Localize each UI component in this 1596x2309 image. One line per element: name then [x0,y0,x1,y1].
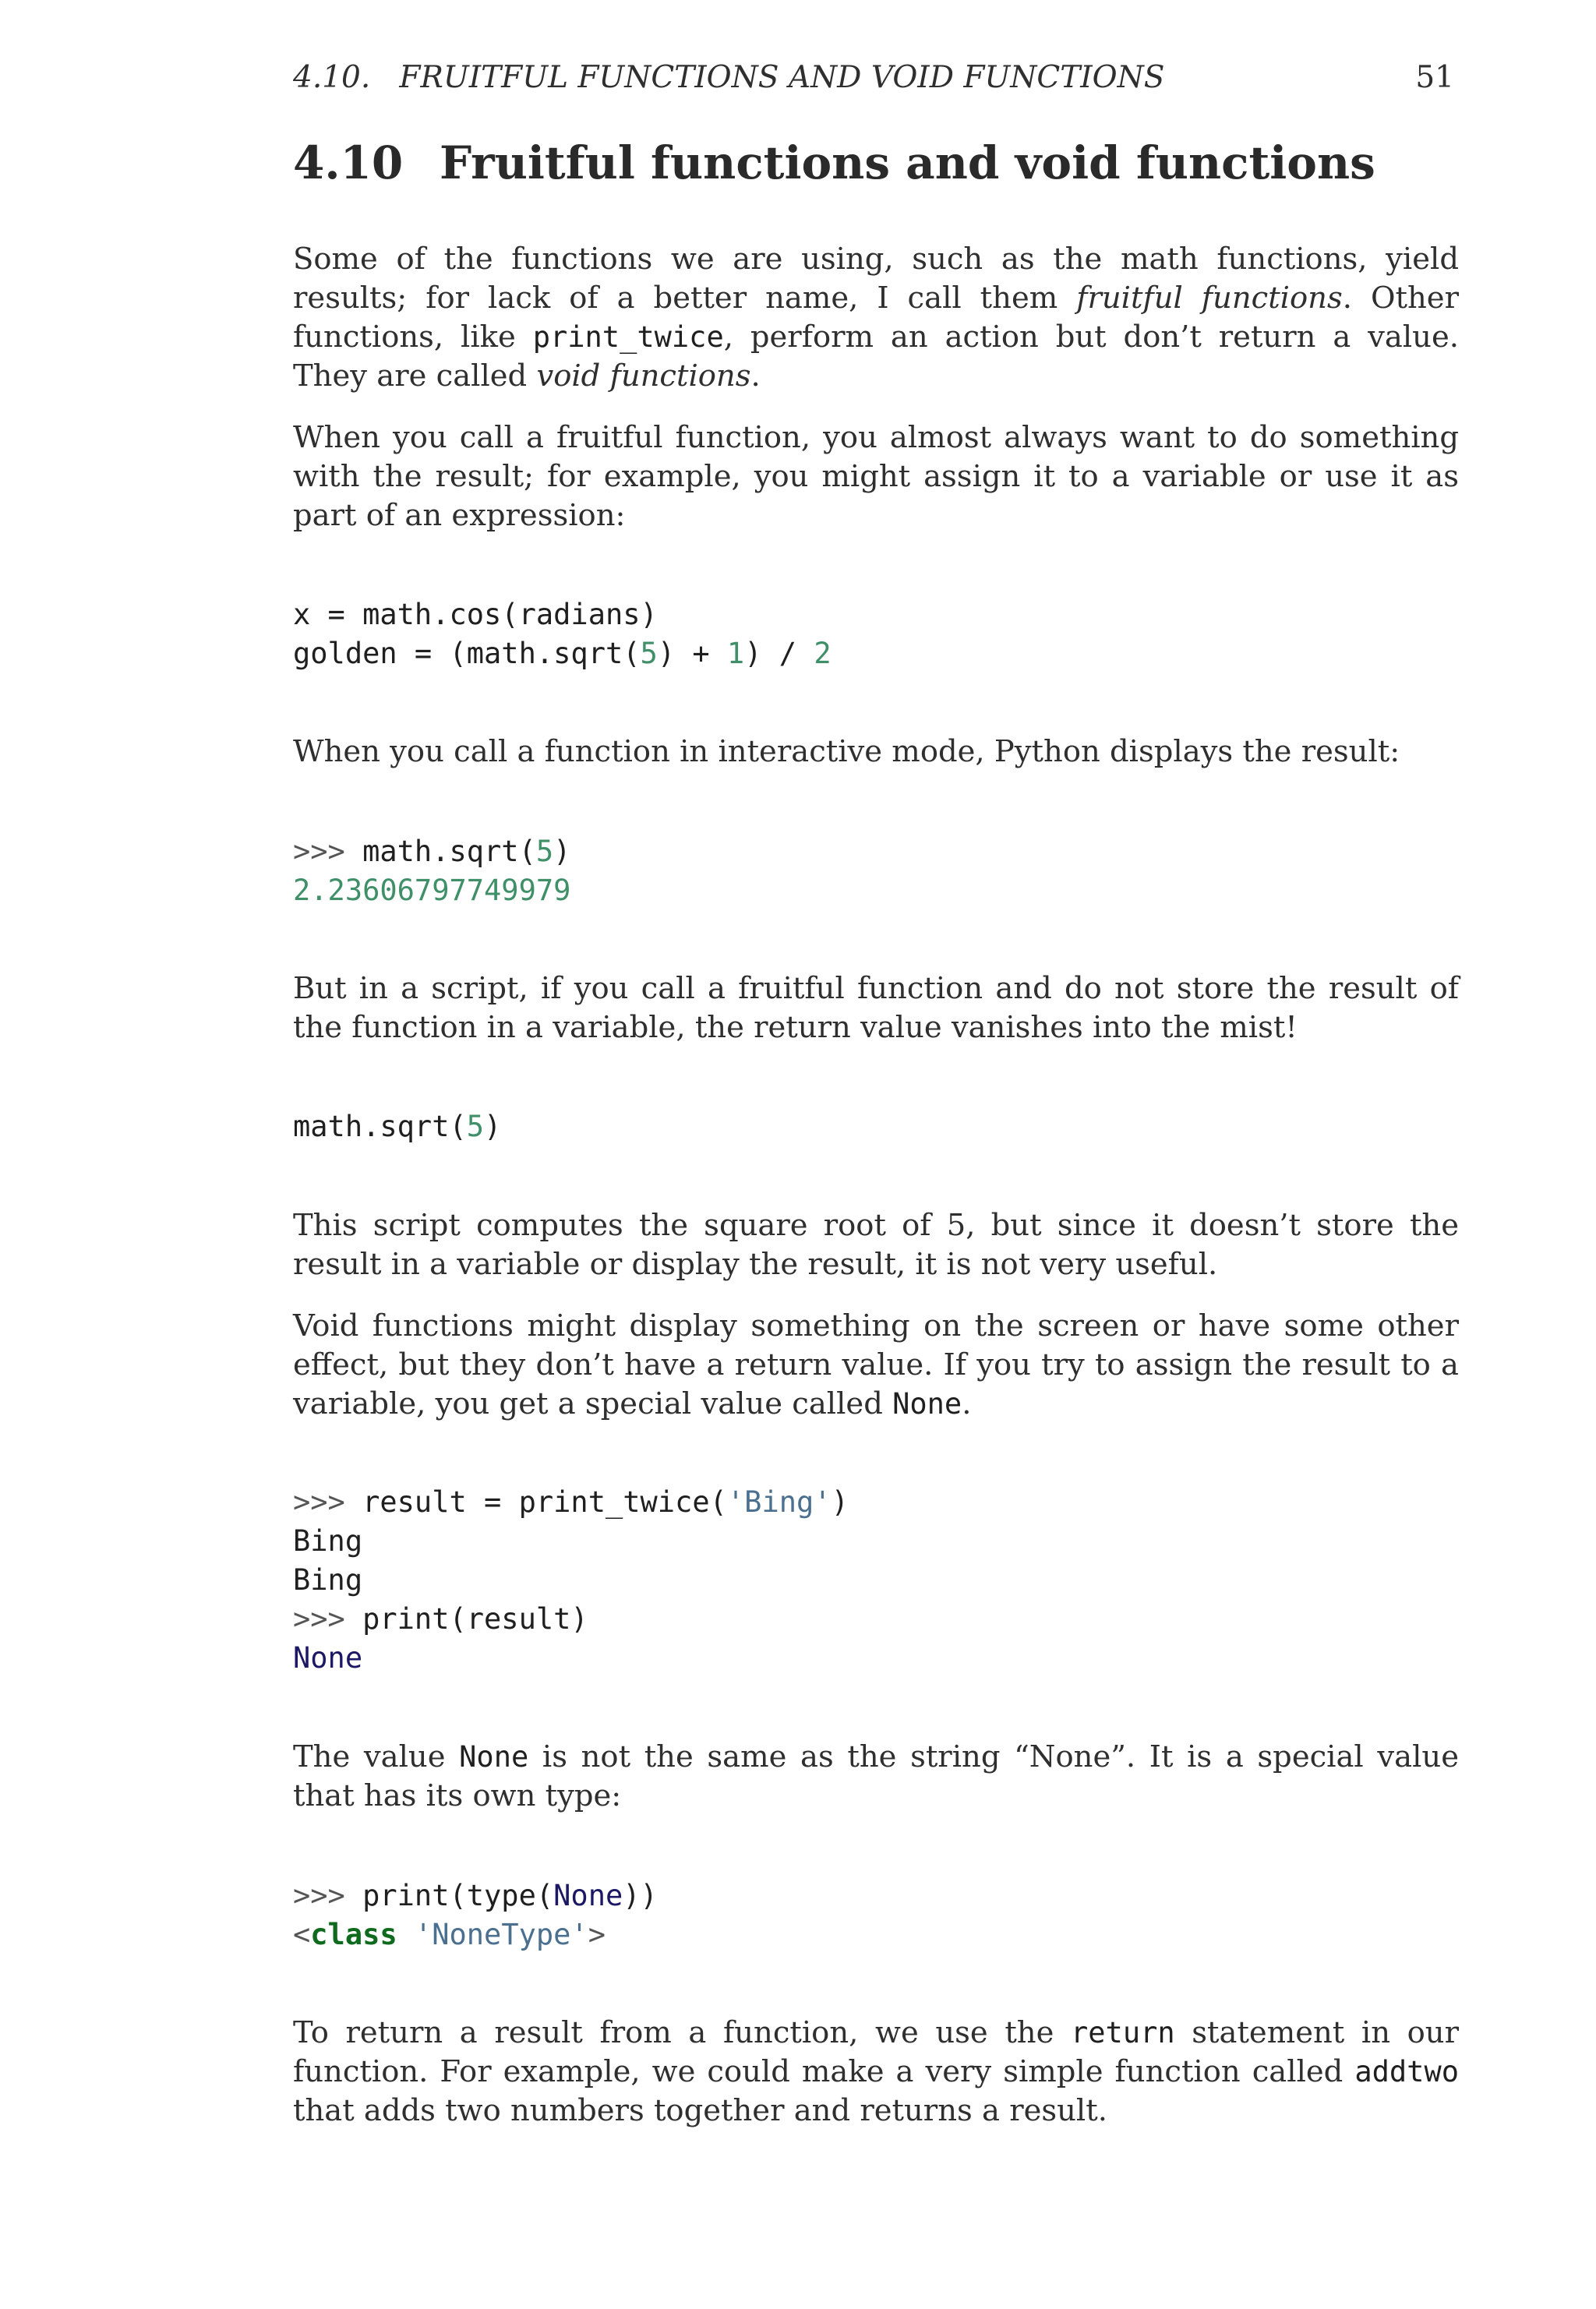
code-output: 2.23606797749979 [293,874,571,907]
code-prompt: >>> [293,835,345,868]
code-operator: > [588,1918,606,1951]
text-run: Some of the functions we are using, such as the math functions, yield results; for lack of a better name, I call them [293,242,1459,316]
text-run: , perform an action but don’t return a value. They are called [293,320,1459,394]
section-title: Fruitful functions and void functions [440,136,1375,189]
code-prompt: >>> [293,1485,345,1519]
code-output: Bing [293,1563,363,1597]
inline-code-none: None [892,1387,962,1421]
code-block-print-twice [293,1483,1459,1678]
code-text [397,1918,415,1951]
code-text: golden = (math.sqrt( [293,637,641,670]
text-run: . [750,358,761,394]
code-keyword: class [310,1918,397,1951]
inline-code-return: return [1071,2016,1175,2050]
section-number: 4.10 [293,136,404,189]
code-text: print(type( [344,1879,554,1912]
running-header [293,58,1454,98]
paragraph-fruitful-intro [293,240,1459,396]
running-title: 4.10. FRUITFUL FUNCTIONS AND VOID FUNCTIONS [293,60,1165,95]
text-run: To return a result from a function, we use the [293,2015,1071,2050]
code-text: )) [623,1879,658,1912]
code-text: result = print_twice( [344,1485,727,1519]
code-number: 1 [726,637,745,670]
term-void-functions: void functions [536,358,751,394]
text-run: . [962,1386,972,1421]
code-number: 2 [814,637,832,670]
code-text: ) [553,835,571,868]
text-run: Void functions might display something on the screen or have some other effect, but they don’t have a return value. If you try to assign the result to a variable, you get a special value called [293,1308,1459,1421]
paragraph-interactive-mode: When you call a function in interactive mode, Python displays the result: [293,734,1400,769]
code-block-assign [293,595,1459,673]
term-fruitful-functions: fruitful functions [1076,281,1343,316]
text-run: statement in our function. For example, we could make a very simple function called [293,2015,1459,2089]
code-text: ) / [744,637,814,670]
code-number: 5 [640,637,658,670]
paragraph-script-mist: But in a script, if you call a fruitful function and do not store the result of the function in a variable, the return value vanishes into the mist! [293,971,1459,1045]
section-heading [293,132,1375,193]
inline-code-print-twice: print_twice [532,320,724,354]
code-text: ) [831,1485,849,1519]
paragraph-return-statement [293,2014,1459,2131]
code-line: x = math.cos(radians) [293,598,658,631]
text-run: that adds two numbers together and returns a result. [293,2093,1107,2128]
code-text: math.sqrt( [293,1110,467,1143]
code-block-type-none [293,1877,1459,1954]
code-text: ) + [657,637,727,670]
inline-code-addtwo: addtwo [1354,2055,1459,2088]
code-prompt: >>> [293,1879,345,1912]
paragraph-none-type [293,1738,1459,1816]
code-none: None [553,1879,623,1912]
code-output-none: None [293,1641,363,1675]
code-string: 'NoneType' [414,1918,588,1951]
code-text: math.sqrt( [344,835,536,868]
code-block-script-sqrt [293,1107,1459,1146]
code-prompt: >>> [293,1602,345,1636]
paragraph-void-functions [293,1307,1459,1424]
code-number: 5 [535,835,554,868]
code-number: 5 [466,1110,485,1143]
page-number: 51 [1415,60,1454,95]
paragraph-not-useful: This script computes the square root of 5, but since it doesn’t store the result in a variable or display the result, it is not very useful. [293,1208,1459,1282]
text-run: The value [293,1739,460,1774]
code-string: 'Bing' [726,1485,832,1519]
code-block-interactive-sqrt [293,832,1459,910]
code-text: ) [484,1110,502,1143]
code-operator: < [293,1918,311,1951]
text-run: is not the same as the string “None”. It is a special value that has its own type: [293,1739,1459,1813]
code-text: print(result) [344,1602,588,1636]
paragraph-fruitful-usage: When you call a fruitful function, you almost always want to do something with the result; for example, you might assign it to a variable or use it as part of an expression: [293,420,1459,533]
inline-code-none: None [459,1740,529,1774]
code-output: Bing [293,1524,363,1558]
text-run: . Other functions, like [293,281,1459,355]
